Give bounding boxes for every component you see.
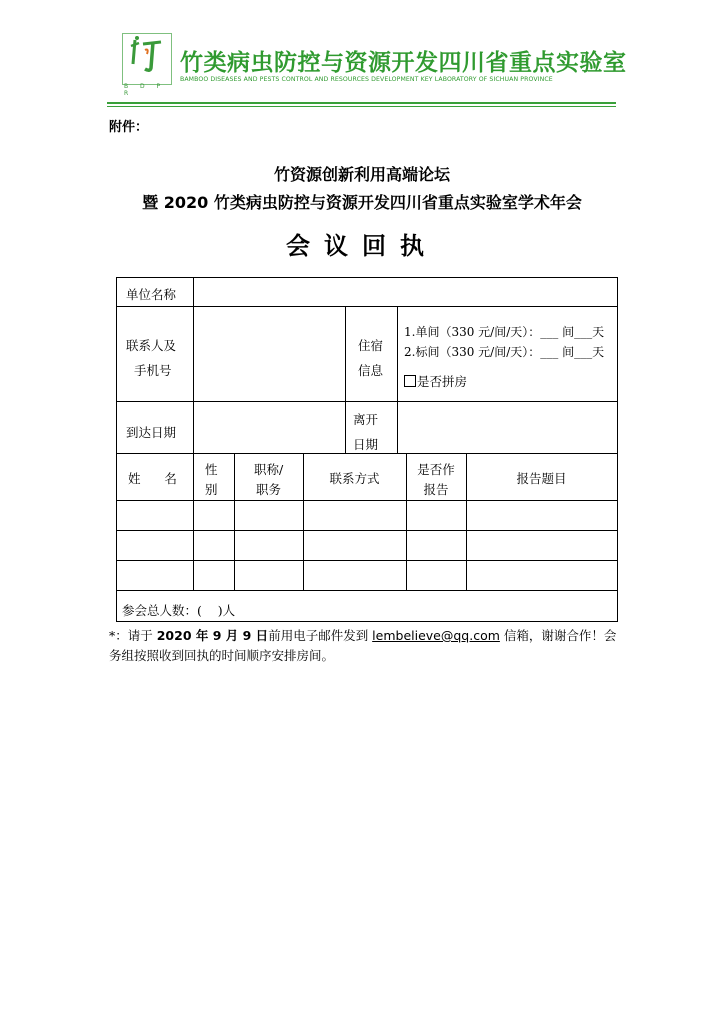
- note-middle: 前用电子邮件发到: [268, 628, 373, 643]
- col-report-1: 是否作: [417, 462, 455, 477]
- lodging-label-2: 信息: [358, 363, 384, 378]
- share-room-option[interactable]: [404, 372, 467, 390]
- unit-name-label: 单位名称: [126, 287, 177, 302]
- meeting-title: 暨 2020 竹类病虫防控与资源开发四川省重点实验室学术年会: [142, 193, 582, 212]
- note-date: 2020 年 9 月 9 日: [156, 628, 269, 643]
- col-gender-1: 性: [205, 462, 218, 477]
- org-title: 竹类病虫防控与资源开发四川省重点实验室: [180, 50, 627, 76]
- forum-title: 竹资源创新利用高端论坛: [273, 165, 450, 184]
- lodging-double-option[interactable]: 2.标间（330 元/间/天）：___ 间___天: [404, 345, 605, 359]
- departure-date-label-1: 离开: [353, 412, 379, 427]
- contact-label-1: 联系人及: [126, 338, 177, 353]
- col-name: 姓 名: [128, 471, 177, 486]
- departure-date-label-2: 日期: [353, 437, 379, 452]
- submission-note: [109, 626, 621, 666]
- contact-label-2: 手机号: [134, 363, 172, 378]
- attachment-label: 附件：: [109, 120, 149, 135]
- receipt-title: 会议回执: [286, 232, 438, 260]
- arrival-date-field[interactable]: [194, 402, 345, 453]
- logo-letters: B D P R: [124, 83, 166, 97]
- participant-row[interactable]: [117, 531, 617, 560]
- col-report-2: 报告: [423, 482, 449, 497]
- departure-date-field[interactable]: [398, 402, 617, 453]
- col-title-2: 职务: [256, 482, 282, 497]
- share-room-checkbox[interactable]: [404, 375, 416, 387]
- org-subtitle: BAMBOO DISEASES AND PESTS CONTROL AND RESOURCES DEVELOPMENT KEY LABORATORY OF SICHUAN PROVINCE: [180, 76, 553, 83]
- contact-email-link[interactable]: lembelieve@qq.com: [372, 628, 500, 643]
- total-attendees-label: 参会总人数：( )人: [122, 603, 236, 618]
- col-title-1: 职称/: [254, 462, 284, 477]
- participant-row[interactable]: [117, 501, 617, 530]
- lodging-label-1: 住宿: [358, 338, 384, 353]
- col-topic: 报告题目: [516, 471, 567, 486]
- contact-field[interactable]: [194, 307, 345, 401]
- lodging-single-option[interactable]: 1.单间（330 元/间/天）：___ 间___天: [404, 325, 605, 339]
- unit-name-field[interactable]: [194, 278, 617, 306]
- note-suffix: 信箱，谢谢合作！会务组按照收到回执的时间顺序安排房间。: [109, 628, 617, 663]
- share-room-label: 是否拼房: [417, 374, 468, 389]
- arrival-date-label: 到达日期: [126, 425, 177, 440]
- col-gender-2: 别: [205, 482, 218, 497]
- participant-row[interactable]: [117, 561, 617, 590]
- note-prefix: *：请于: [109, 628, 157, 643]
- col-contact: 联系方式: [329, 471, 380, 486]
